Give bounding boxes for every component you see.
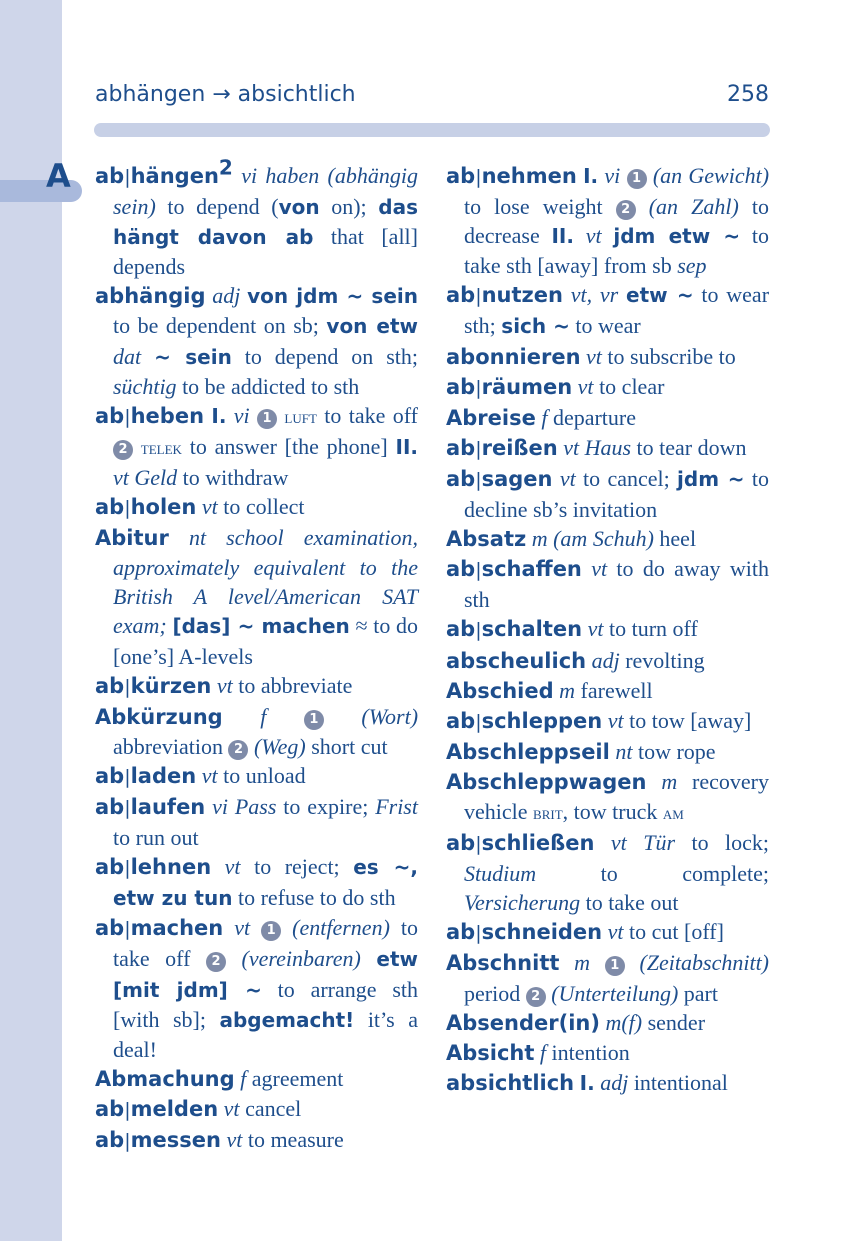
entry-headword: ab|laufen <box>95 794 206 819</box>
entry-phrase: I. <box>583 164 599 188</box>
entry-text: to withdraw <box>177 464 289 490</box>
dictionary-entry <box>95 401 418 492</box>
sense-number-badge: 2 <box>526 987 546 1007</box>
entry-headword: Abschnitt <box>446 951 560 976</box>
entry-label: (Zeitabschnitt) <box>639 950 770 976</box>
entry-headword: Abreise <box>446 405 536 430</box>
entry-text: to cut [off] <box>623 919 724 945</box>
entry-text <box>361 946 377 971</box>
entry-label: vt <box>226 1127 243 1152</box>
entry-label: (entfernen) <box>292 915 390 941</box>
entry-text: cancel <box>239 1095 302 1121</box>
entry-phrase: II. <box>551 224 574 249</box>
entry-label: vt <box>586 343 602 369</box>
sense-number-badge: 2 <box>113 440 133 460</box>
entry-label: vt, vr <box>570 282 619 308</box>
entry-label: vt <box>607 707 624 733</box>
entry-headword: absichtlich <box>446 1070 575 1095</box>
entry-phrase: sich ~ <box>501 314 570 339</box>
entry-text: farewell <box>575 677 653 703</box>
entry-phrase: II. <box>395 434 418 459</box>
entry-text <box>133 434 141 459</box>
subject-label: brit <box>533 802 563 823</box>
entry-text: to do away with sth <box>464 556 769 613</box>
dictionary-entry <box>446 280 769 341</box>
entry-headword: ab|kürzen <box>95 673 212 698</box>
entry-phrase: ~ sein <box>154 344 232 369</box>
dictionary-entry <box>446 948 769 1007</box>
entry-headword: Absicht <box>446 1040 535 1065</box>
entry-text: ≈ to do [one’s] A-levels <box>113 613 419 669</box>
entry-text <box>574 223 586 248</box>
entry-text: to reject; <box>240 854 354 880</box>
entry-text: to arrange sth [with sb]; <box>113 976 419 1032</box>
entry-text: abbreviation <box>113 733 229 759</box>
entry-phrase: etw ~ <box>626 283 694 308</box>
entry-column-right <box>446 161 769 1098</box>
entry-text: to tear down <box>631 434 747 460</box>
entry-text: to tow [away] <box>623 707 752 733</box>
sense-number-badge: 2 <box>616 200 636 220</box>
entry-text: on); <box>319 194 379 220</box>
entry-label: vt <box>216 672 233 698</box>
entry-text <box>169 525 189 550</box>
entry-headword: ab|messen <box>95 1128 221 1152</box>
entry-label: vt Geld <box>113 464 178 490</box>
dictionary-entry <box>446 676 769 706</box>
dictionary-entry <box>95 523 418 670</box>
entry-text: revolting <box>619 647 705 673</box>
entry-phrase: [das] ~ machen <box>172 614 350 639</box>
entry-text: intentional <box>628 1069 728 1095</box>
dictionary-entry <box>95 281 418 400</box>
entry-text <box>559 950 574 975</box>
entry-label: süchtig <box>113 373 177 399</box>
entry-label: m <box>661 768 678 794</box>
entry-headword: Abmachung <box>95 1066 235 1091</box>
entry-text: to take sth [away] from sb <box>464 223 770 279</box>
dictionary-entry <box>446 403 769 433</box>
entry-label: vt Tür <box>610 830 676 856</box>
entry-text: to lock; <box>675 830 769 856</box>
header-rule <box>94 123 770 137</box>
sense-number-badge: 1 <box>304 710 324 730</box>
entry-text: to answer [the phone] <box>181 433 396 459</box>
entry-label: (an Zahl) <box>648 194 739 220</box>
dictionary-entry <box>446 1038 769 1068</box>
entry-text <box>226 946 242 971</box>
entry-text: to wear sth; <box>464 282 770 339</box>
entry-label: vt <box>223 1095 240 1121</box>
dictionary-entry <box>446 706 769 737</box>
entry-text: to measure <box>242 1127 344 1152</box>
entry-headword: Abschied <box>446 678 554 703</box>
entry-label: vi Pass <box>212 793 277 819</box>
entry-label: vt <box>587 616 604 642</box>
dictionary-entry <box>446 372 769 403</box>
entry-label: nt <box>615 738 633 764</box>
entry-label: vt <box>201 494 218 520</box>
dictionary-entry <box>446 464 769 524</box>
entry-text: to abbreviate <box>232 672 353 698</box>
entry-label: (an Gewicht) <box>652 163 770 188</box>
entry-phrase: von <box>278 195 320 220</box>
entry-text: that [all] depends <box>113 224 418 280</box>
entry-label: adj <box>591 647 620 673</box>
dictionary-entry <box>95 761 418 792</box>
entry-text: to be dependent on sb; <box>113 313 327 339</box>
entry-headword: ab|schleppen <box>446 708 603 733</box>
entry-text <box>602 223 614 248</box>
entry-headword: Abkürzung <box>95 704 223 729</box>
entry-text <box>646 769 661 794</box>
entry-phrase: von etw <box>326 314 418 339</box>
entry-text: to complete; <box>536 861 769 887</box>
entry-label: adj <box>600 1069 629 1095</box>
entry-headword: ab|melden <box>95 1096 219 1121</box>
entry-text: to decline sb’s invitation <box>464 465 769 523</box>
entry-text: to clear <box>593 373 665 399</box>
entry-label: Versicherung <box>464 890 581 916</box>
entry-text <box>266 704 304 729</box>
entry-headword: ab|schalten <box>446 617 583 642</box>
entry-headword: ab|hängen <box>95 164 219 188</box>
page-header <box>95 82 769 114</box>
sense-number-badge: 2 <box>206 952 226 972</box>
entry-label: f <box>541 404 548 430</box>
dictionary-entry <box>446 646 769 676</box>
subject-label: telek <box>140 437 182 458</box>
entry-label: sep <box>677 253 707 279</box>
entry-text <box>223 704 261 729</box>
subject-label: luft <box>284 406 317 427</box>
dictionary-entry <box>95 155 418 281</box>
entry-headword: Absender(in) <box>446 1010 600 1035</box>
dictionary-entry <box>95 1064 418 1094</box>
entry-text: to unload <box>217 762 306 788</box>
entry-text: sender <box>642 1009 706 1035</box>
entry-label: dat <box>113 343 142 369</box>
entry-text <box>563 282 571 307</box>
entry-label: vt Haus <box>563 434 632 460</box>
dictionary-entry <box>95 492 418 523</box>
entry-text <box>324 704 362 729</box>
entry-headword: abscheulich <box>446 648 587 673</box>
entry-text: to refuse to do sth <box>232 885 396 911</box>
entry-text: to depend ( <box>155 194 279 220</box>
entry-text <box>223 915 234 940</box>
entry-text <box>226 403 233 428</box>
entry-label: f <box>539 1039 547 1065</box>
entry-text: to depend on sth; <box>231 343 419 369</box>
entry-text: it’s a deal! <box>113 1006 418 1062</box>
dictionary-entry <box>446 917 769 948</box>
dictionary-entry <box>446 433 769 464</box>
entry-text <box>620 163 626 188</box>
entry-text: period <box>464 980 526 1006</box>
entry-headword: ab|schneiden <box>446 920 603 945</box>
entry-label: vt <box>591 556 608 582</box>
entry-column-left <box>95 155 419 1156</box>
entry-headword: ab|laden <box>95 763 197 788</box>
entry-text: to take off <box>113 915 418 972</box>
homograph-number: 2 <box>218 155 233 180</box>
entry-phrase: I. <box>211 403 227 428</box>
entry-phrase: jdm ~ <box>677 466 745 491</box>
entry-text <box>233 163 241 188</box>
entry-label: nt school examination, approximately equivalent to the British A level/American SAT exam; <box>113 525 418 639</box>
sense-number-badge: 2 <box>228 740 248 760</box>
entry-text: , tow truck <box>562 798 663 824</box>
dictionary-entry <box>95 702 418 761</box>
entry-text <box>553 466 560 491</box>
entry-text <box>636 194 649 219</box>
entry-text: departure <box>547 404 637 430</box>
entry-headword: ab|räumen <box>446 374 573 399</box>
entry-phrase: etw [mit jdm] ~ <box>113 947 419 1002</box>
dictionary-entry <box>446 554 769 614</box>
entry-text: to lose weight <box>464 194 616 220</box>
entry-headword: abhängig <box>95 284 206 309</box>
entry-text: to turn off <box>603 616 698 642</box>
entry-label: vt <box>607 919 624 945</box>
entry-label: (Weg) <box>253 733 306 759</box>
dictionary-entry <box>446 767 769 828</box>
entry-text <box>618 282 626 307</box>
dictionary-entry <box>446 828 769 917</box>
entry-label: vi haben (abhängig sein) <box>113 163 418 220</box>
entry-headword: ab|schließen <box>446 831 595 856</box>
entry-label: vt <box>559 465 576 491</box>
entry-phrase: das hängt davon ab <box>113 195 418 250</box>
entry-phrase: I. <box>579 1070 595 1095</box>
entry-label: Frist <box>375 793 418 819</box>
sense-number-badge: 1 <box>257 409 277 429</box>
entry-headword: abonnieren <box>446 344 581 369</box>
entry-label: (Wort) <box>361 703 419 729</box>
entry-label: m <box>574 950 591 976</box>
entry-phrase: es ~, etw zu tun <box>113 855 418 911</box>
sense-number-badge: 1 <box>605 956 625 976</box>
entry-text: intention <box>546 1039 630 1065</box>
entry-headword: ab|lehnen <box>95 855 212 880</box>
entry-headword: ab|machen <box>95 916 224 941</box>
entry-text <box>625 950 640 975</box>
entry-text: to run out <box>113 825 199 851</box>
entry-label: vt <box>577 373 594 399</box>
entry-headword: Abschleppseil <box>446 739 610 764</box>
entry-text: to take off <box>316 402 418 428</box>
entry-label: (vereinbaren) <box>241 946 361 972</box>
entry-headword: ab|nutzen <box>446 283 563 308</box>
dictionary-entry <box>446 524 769 554</box>
entry-headword: ab|schaffen <box>446 557 582 582</box>
entry-text: to wear <box>569 313 641 339</box>
entry-text: to decrease <box>464 194 769 249</box>
entry-text <box>250 915 261 940</box>
entry-text: to expire; <box>276 793 376 819</box>
subject-label: am <box>662 802 684 823</box>
entry-phrase: von jdm ~ sein <box>247 284 418 309</box>
entry-headword: Abschleppwagen <box>446 769 647 794</box>
thumb-index-letter: A <box>46 157 71 195</box>
entry-text: agreement <box>246 1065 344 1091</box>
sense-number-badge: 1 <box>627 169 647 189</box>
entry-text: tow rope <box>632 738 716 764</box>
dictionary-entry <box>446 1068 769 1098</box>
dictionary-entry <box>95 913 418 1063</box>
entry-text <box>141 344 154 369</box>
entry-label: m <box>559 677 576 703</box>
entry-phrase: jdm etw ~ <box>613 224 741 249</box>
entry-headword: Absatz <box>446 527 527 552</box>
entry-text: to be addicted to sth <box>176 373 360 399</box>
entry-label: vt <box>234 915 251 941</box>
entry-text: part <box>678 980 718 1006</box>
entry-label: m (am Schuh) <box>531 526 654 552</box>
entry-text: to take out <box>580 890 679 916</box>
entry-text <box>281 915 292 940</box>
sense-number-badge: 1 <box>261 921 281 941</box>
entry-text <box>250 403 257 428</box>
dictionary-entry <box>446 1008 769 1038</box>
entry-label: (Unterteilung) <box>551 980 679 1006</box>
entry-text <box>590 950 605 975</box>
entry-text: recovery vehicle <box>464 768 770 824</box>
entry-label: adj <box>212 283 241 309</box>
guide-words: abhängen → absichtlich <box>95 82 356 107</box>
entry-label: f <box>260 703 267 729</box>
page-number: 258 <box>727 82 769 107</box>
entry-label: vt <box>224 854 241 880</box>
entry-headword: ab|reißen <box>446 435 558 460</box>
entry-text: to cancel; <box>575 465 678 491</box>
entry-headword: ab|holen <box>95 495 197 520</box>
dictionary-entry <box>446 737 769 767</box>
dictionary-entry <box>95 792 418 852</box>
entry-headword: Abitur <box>95 526 169 551</box>
entry-text <box>211 854 225 879</box>
dictionary-entry <box>446 161 769 280</box>
entry-text: heel <box>653 526 697 552</box>
dictionary-entry <box>446 614 769 645</box>
dictionary-entry <box>95 671 418 702</box>
entry-text: to subscribe to <box>601 343 736 369</box>
entry-label: f <box>240 1065 247 1091</box>
dictionary-entry <box>95 1094 418 1125</box>
entry-phrase: abgemacht! <box>219 1007 355 1032</box>
entry-label: vt <box>201 762 218 788</box>
dictionary-entry <box>95 852 418 913</box>
entry-label: Studium <box>464 861 537 887</box>
entry-label: vi <box>233 402 250 428</box>
entry-text <box>594 830 610 855</box>
entry-text <box>582 556 591 581</box>
entry-headword: ab|sagen <box>446 466 553 491</box>
entry-label: m(f) <box>605 1009 643 1035</box>
entry-text: to collect <box>217 494 305 520</box>
entry-text: short cut <box>305 733 388 759</box>
entry-label: vi <box>604 163 621 188</box>
entry-headword: ab|heben <box>95 403 205 428</box>
entry-label: vt <box>585 223 602 249</box>
dictionary-entry <box>95 1125 418 1156</box>
entry-headword: ab|nehmen <box>446 164 577 188</box>
dictionary-entry <box>446 342 769 372</box>
